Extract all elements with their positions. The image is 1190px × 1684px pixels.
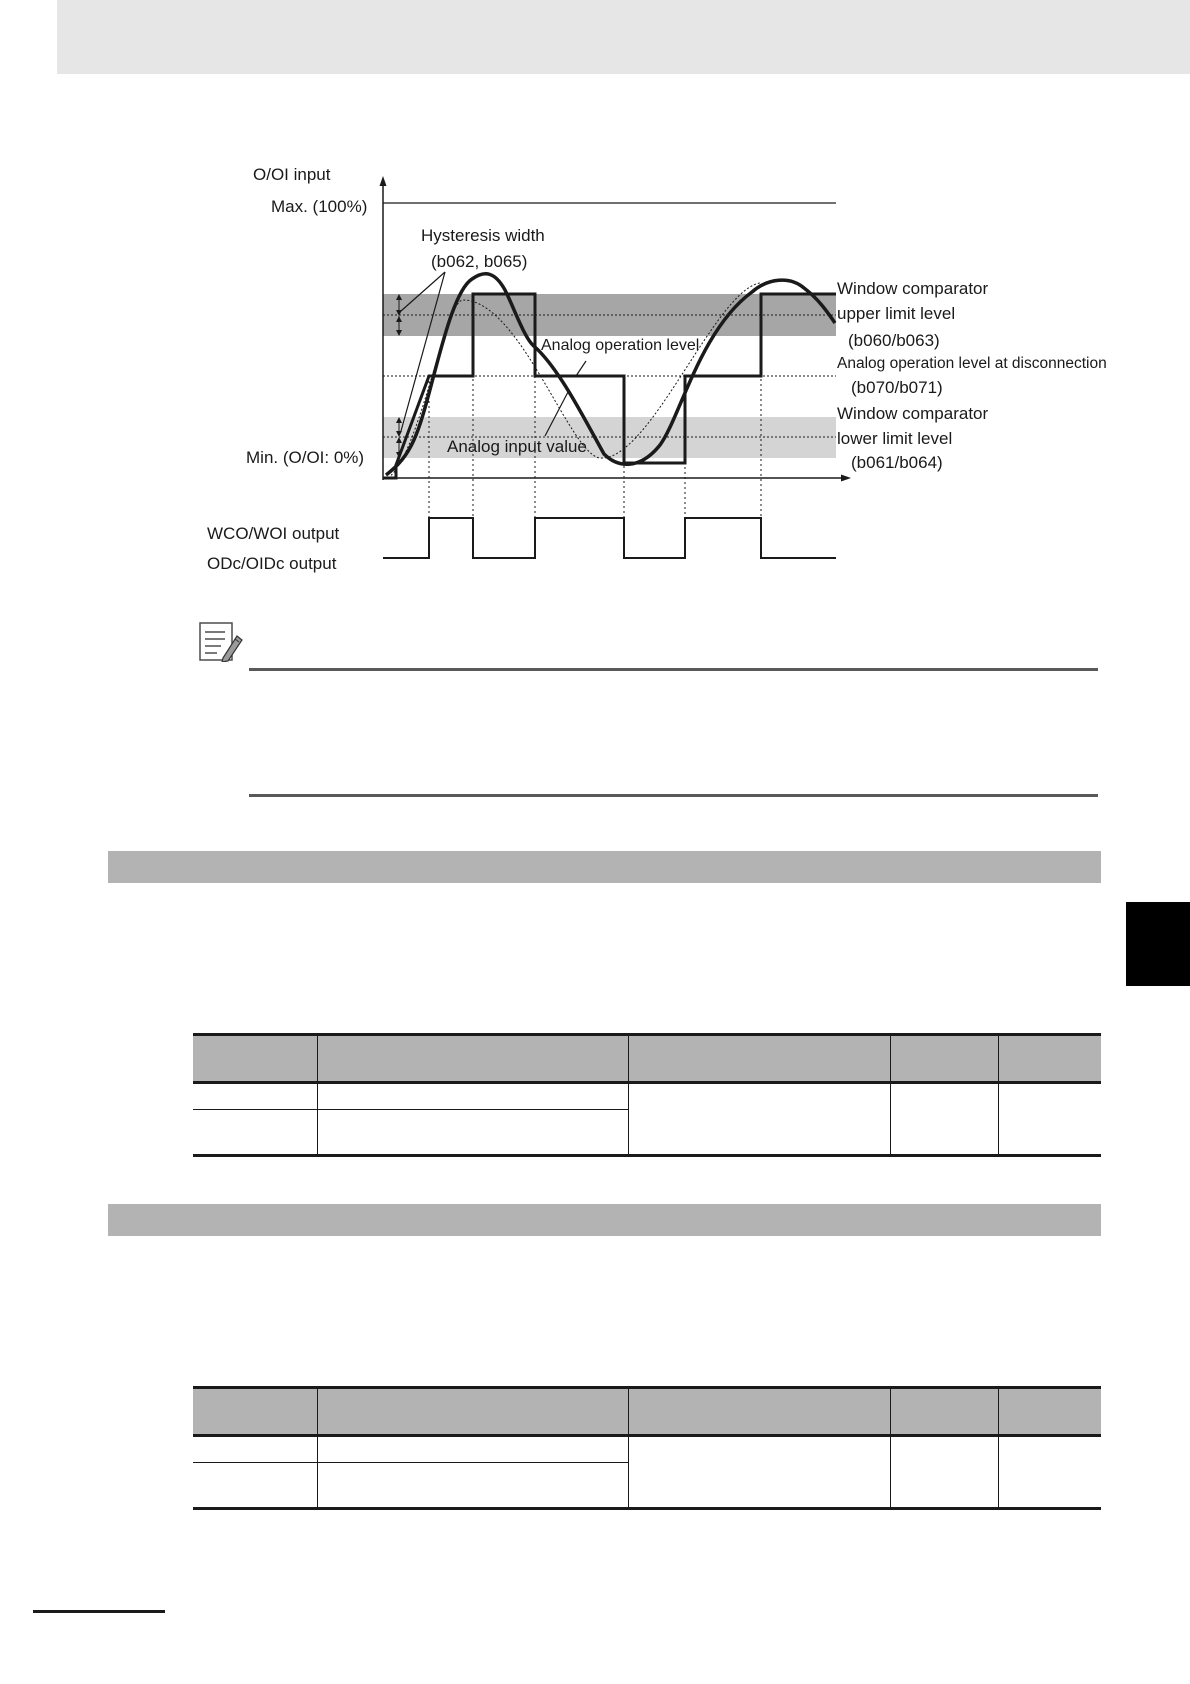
- chapter-tab: [1126, 902, 1190, 986]
- upper-limit-label-2: upper limit level: [837, 304, 956, 323]
- analog-operation-level-label: Analog operation level: [541, 337, 700, 354]
- table-header: [193, 1386, 1101, 1437]
- upper-limit-label-1: Window comparator: [837, 279, 989, 298]
- table-header: [193, 1033, 1101, 1084]
- analog-input-value-label: Analog input value: [447, 437, 587, 456]
- min-label: Min. (O/OI: 0%): [246, 448, 365, 467]
- column-divider: [317, 1386, 318, 1510]
- note-bottom-rule: [249, 794, 1098, 797]
- x-axis-arrow: [841, 475, 851, 482]
- output-label-2: ODc/OIDc output: [207, 554, 337, 573]
- column-divider: [628, 1386, 629, 1510]
- hysteresis-label: Hysteresis width: [421, 226, 545, 245]
- output-label-1: WCO/WOI output: [207, 524, 340, 543]
- column-divider: [998, 1386, 999, 1510]
- column-divider: [628, 1033, 629, 1157]
- table-body: [193, 1437, 1101, 1510]
- column-divider: [998, 1033, 999, 1157]
- footer-rule: [33, 1610, 165, 1613]
- y-axis-arrow: [380, 176, 387, 186]
- section-heading-bar-1: [108, 851, 1101, 883]
- row-divider: [193, 1109, 628, 1110]
- upper-limit-params: (b060/b063): [848, 331, 940, 350]
- lower-limit-label-2: lower limit level: [837, 429, 953, 448]
- note-top-rule: [249, 668, 1098, 671]
- additional-information-icon: [199, 620, 243, 662]
- lower-limit-params: (b061/b064): [851, 453, 943, 472]
- table-body: [193, 1084, 1101, 1157]
- section-heading-bar-2: [108, 1204, 1101, 1236]
- disconnection-params: (b070/b071): [851, 378, 943, 397]
- max-label: Max. (100%): [271, 197, 368, 216]
- column-divider: [317, 1033, 318, 1157]
- disconnection-label: Analog operation level at disconnection: [837, 355, 1107, 372]
- window-comparator-diagram: [0, 0, 1190, 620]
- wco-output-waveform: [383, 518, 836, 558]
- column-divider: [890, 1386, 891, 1510]
- row-divider: [193, 1462, 628, 1463]
- lower-limit-label-1: Window comparator: [837, 404, 989, 423]
- y-axis-title: O/OI input: [253, 165, 331, 184]
- column-divider: [890, 1033, 891, 1157]
- hysteresis-params: (b062, b065): [431, 252, 528, 271]
